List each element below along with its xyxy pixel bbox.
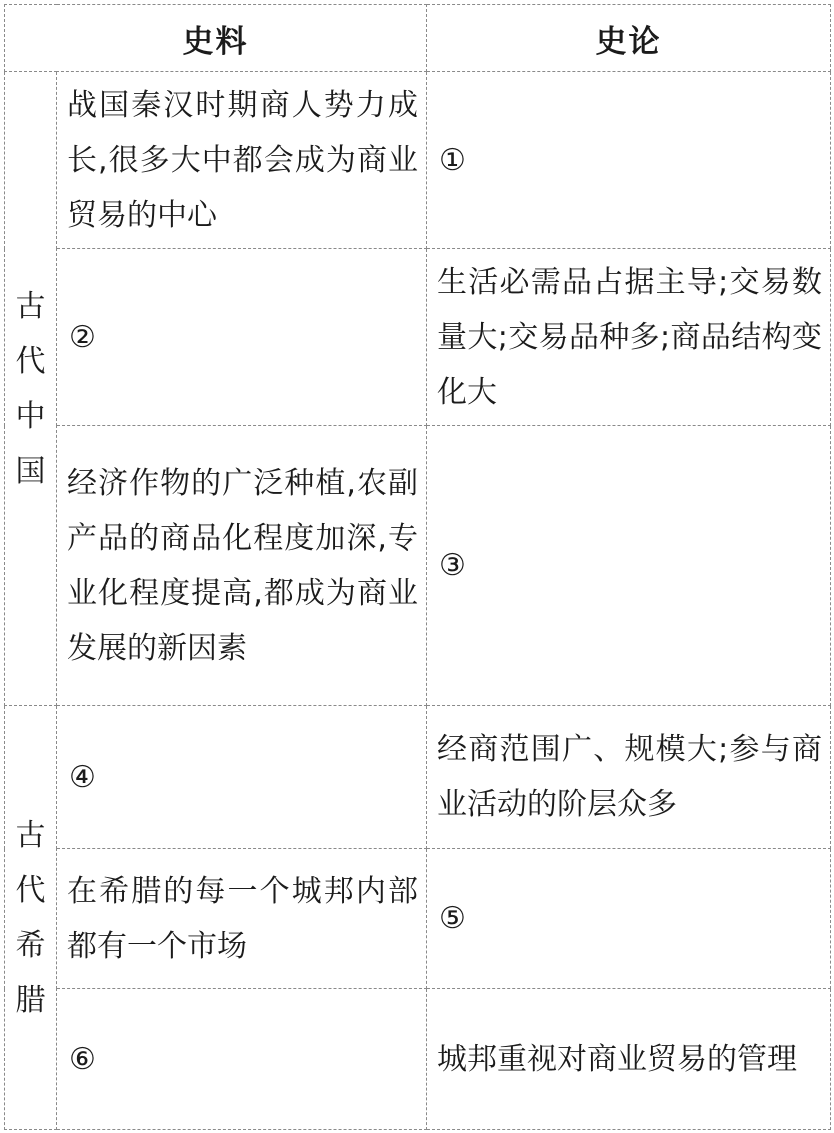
source-cell: 经济作物的广泛种植,农副产品的商品化程度加深,专业化程度提高,都成为商业发展的新因素 bbox=[57, 426, 427, 706]
region-label: 古 代 希 腊 bbox=[15, 817, 46, 1018]
header-view: 史论 bbox=[427, 5, 831, 72]
source-cell: ⑥ bbox=[57, 989, 427, 1130]
view-cell: ① bbox=[427, 72, 831, 249]
header-source: 史料 bbox=[5, 5, 427, 72]
table-row bbox=[5, 706, 831, 849]
table-row bbox=[5, 249, 831, 426]
table-row bbox=[5, 426, 831, 706]
region-ancient-greece bbox=[5, 706, 57, 1130]
source-cell: ④ bbox=[57, 706, 427, 849]
view-cell: 生活必需品占据主导;交易数量大;交易品种多;商品结构变化大 bbox=[427, 249, 831, 426]
region-label: 古 代 中 国 bbox=[15, 288, 46, 489]
table-row bbox=[5, 989, 831, 1130]
view-cell: 城邦重视对商业贸易的管理 bbox=[427, 989, 831, 1130]
source-cell: 在希腊的每一个城邦内部都有一个市场 bbox=[57, 849, 427, 989]
header-row bbox=[5, 5, 831, 72]
source-cell: ② bbox=[57, 249, 427, 426]
table-row bbox=[5, 849, 831, 989]
region-ancient-china bbox=[5, 72, 57, 706]
history-table-container bbox=[4, 4, 830, 1128]
history-table bbox=[4, 4, 831, 1130]
source-cell: 战国秦汉时期商人势力成长,很多大中都会成为商业贸易的中心 bbox=[57, 72, 427, 249]
table-row bbox=[5, 72, 831, 249]
view-cell: 经商范围广、规模大;参与商业活动的阶层众多 bbox=[427, 706, 831, 849]
view-cell: ⑤ bbox=[427, 849, 831, 989]
view-cell: ③ bbox=[427, 426, 831, 706]
